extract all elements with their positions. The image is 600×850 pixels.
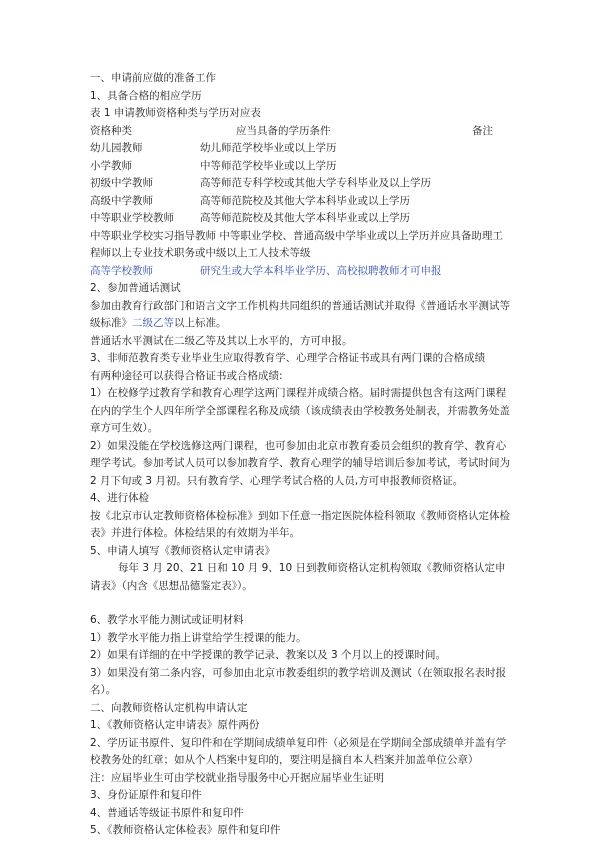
section2-item: 5、《教师资格认定体检表》原件和复印件	[90, 824, 281, 836]
item1-heading: 1、具备合格的相应学历	[90, 89, 202, 102]
row-type: 高等学校教师	[90, 264, 153, 277]
row-req: 高等师范院校及其他大学本科毕业或以上学历	[200, 212, 410, 224]
row-type: 小学教师	[90, 159, 132, 172]
table-row	[90, 158, 512, 176]
table-row	[90, 193, 512, 211]
section2-item: 4、普通话等级证书原件和复印件	[90, 806, 244, 819]
item6-paragraph2: 2）如果有详细的在中学授课的教学记录、教案以及 3 个月以上的授课时间。	[90, 649, 447, 661]
col-header-type: 资格种类	[90, 124, 132, 137]
item5-heading: 5、申请人填写《教师资格认定申请表》	[90, 544, 276, 557]
row-type: 高级中学教师	[90, 194, 153, 207]
table-header-row	[90, 123, 512, 141]
item6-heading: 6、教学水平能力测试或证明材料	[90, 614, 244, 626]
table-row	[90, 175, 512, 193]
row-req: 高等师范院校及其他大学本科毕业或以上学历	[200, 194, 410, 207]
table-row-college	[90, 263, 512, 281]
section2-item: 1、《教师资格认定申请表》原件两份	[90, 719, 260, 731]
spacer	[90, 595, 512, 612]
item2-paragraph1	[90, 298, 512, 333]
item2-p1-highlight: 二级乙等	[132, 317, 174, 329]
table-row	[90, 210, 512, 228]
row-req: 中等师范学校毕业或以上学历	[200, 159, 337, 172]
row-req: 高等师范专科学校或其他大学专科毕业及以上学历	[200, 177, 431, 189]
row-type: 中等职业学校教师	[90, 212, 174, 224]
section2-note: 注：应届毕业生可由学校就业指导服务中心开据应届毕业生证明	[90, 771, 384, 784]
row-req: 幼儿师范学校毕业或以上学历	[200, 142, 337, 154]
row-type: 初级中学教师	[90, 177, 153, 189]
item3-heading: 3、非师范教育类专业毕业生应取得教育学、心理学合格证书或具有两门课的合格成绩	[90, 352, 486, 364]
row-req: 研究生或大学本科毕业学历、高校拟聘教师才可申报	[200, 264, 442, 277]
item6-paragraph1: 1）教学水平能力指上讲堂给学生授课的能力。	[90, 631, 307, 644]
section2-heading: 二、向教师资格认定机构申请认定	[90, 701, 248, 714]
item2-paragraph2: 普通话水平测试在二级乙等及其以上水平的，方可申报。	[90, 334, 353, 347]
col-header-note: 备注	[472, 124, 493, 137]
table-row-practice: 中等职业学校实习指导教师 中等职业学校、普通高级中学毕业或以上学历并应具备助理工程师以上专业技术职务或中级以上工人技术等级	[90, 229, 503, 259]
table-caption: 表 1 申请教师资格种类与学历对应表	[90, 107, 261, 119]
item4-paragraph1: 按《北京市认定教师资格体检标准》到如下任意一指定医院体检科领取《教师资格认定体检表》并进行体检。体检结果的有效期为半年。	[90, 509, 510, 539]
item5-paragraph1: 每年 3 月 20、21 日和 10 月 9、10 日到教师资格认定机构领取《教师资格认定申请表》（内含《思想品德鉴定表》）。	[90, 562, 506, 592]
item4-heading: 4、进行体检	[90, 492, 150, 504]
section2-item: 3、身份证原件和复印件	[90, 789, 202, 801]
section1-heading: 一、申请前应做的准备工作	[90, 72, 216, 84]
item3-paragraph1: 1）在校修学过教育学和教育心理学这两门课程并成绩合格。届时需提供包含有这两门课程在内的学生个人四年所学全部课程名称及成绩（该成绩表由学校教务处制表，并需教务处盖章方可生效）。	[90, 387, 510, 434]
col-header-req: 应当具备的学历条件	[236, 124, 331, 137]
row-type: 幼儿园教师	[90, 142, 143, 154]
item2-heading: 2、参加普通话测试	[90, 282, 181, 294]
item3-paragraph2: 2）如果没能在学校选修这两门课程，也可参加由北京市教育委员会组织的教育学、教育心理学考试。参加考试人员可以参加教育学、教育心理学的辅导培训后参加考试，考试时间为 2 月下旬或 3 月初。只有教育学、心理学考试合格的人员,方可申报教师资格证。	[90, 439, 510, 487]
item2-p1-text-c: 以上标准。	[174, 317, 227, 329]
item2-p1-text-a: 参加由教育行政部门和语言文字工作机构共同组织的普通话测试并取得《普通话水平测试等级标准》	[90, 299, 510, 329]
section2-item: 2、学历证书原件、复印件和在学期间成绩单复印件（必须是在学期间全部成绩单并盖有学校教务处的红章；如从个人档案中复印的，要注明是摘自本人档案并加盖单位公章）	[90, 736, 507, 766]
document-page	[90, 70, 512, 840]
table-row	[90, 140, 512, 158]
item6-paragraph3: 3）如果没有第二条内容，可参加由北京市教委组织的教学培训及测试（在领取报名表时报名）。	[90, 666, 507, 696]
item3-intro: 有两种途径可以获得合格证书或合格成绩:	[90, 369, 283, 382]
